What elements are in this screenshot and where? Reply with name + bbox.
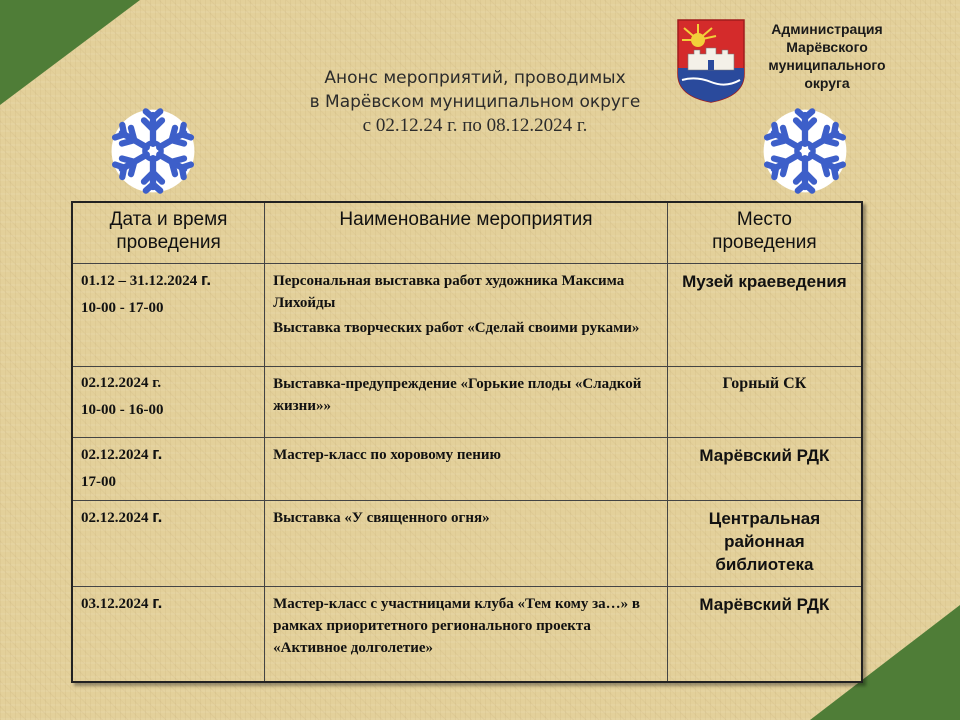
event-date-suffix: г. [152, 443, 163, 463]
title-line-2: в Марёвском муниципальном округе [309, 92, 641, 112]
event-name: Выставка «У священного огня» [273, 509, 490, 526]
column-header-place-line-2: проведения [712, 232, 817, 253]
title-mid: г. по [442, 115, 487, 136]
event-cell [265, 366, 668, 437]
coat-of-arms-icon [676, 18, 746, 104]
event-date-suffix: г. [152, 592, 163, 612]
column-header-place-line-1: Место [736, 209, 792, 230]
title-line-1: Анонс мероприятий, проводимых [324, 68, 626, 88]
event-place: Марёвский РДК [699, 445, 830, 465]
column-header-place [667, 202, 862, 263]
snowflake-icon [760, 106, 850, 196]
event-time: 10-00 - 17-00 [81, 299, 164, 316]
place-cell [667, 437, 862, 500]
event-cell [265, 586, 668, 682]
page-title [240, 66, 710, 138]
event-date-suffix: г. [201, 269, 212, 289]
event-time: 17-00 [81, 473, 116, 490]
events-table [71, 201, 863, 683]
table-row [72, 263, 862, 366]
event-place: Центральная районная библиотека [708, 508, 821, 574]
event-date [81, 593, 256, 614]
table-row [72, 437, 862, 500]
title-date-to: 08.12.2024 [486, 115, 573, 136]
date-cell [72, 500, 265, 586]
column-header-event-line-1: Наименование мероприятия [339, 209, 593, 230]
event-date [81, 270, 256, 291]
date-cell [72, 437, 265, 500]
event-place: Горный СК [722, 374, 807, 392]
event-date [81, 444, 256, 465]
event-time: 10-00 - 16-00 [81, 401, 164, 418]
admin-line-4: округа [804, 75, 850, 91]
title-prefix: с [362, 115, 376, 136]
table-header-row [72, 202, 862, 263]
event-cell [265, 437, 668, 500]
corner-decoration-top-left [0, 0, 140, 105]
title-suffix: г. [572, 115, 588, 136]
event-cell [265, 263, 668, 366]
administration-label [752, 20, 902, 92]
event-date-value: 01.12 – 31.12.2024 [81, 272, 201, 289]
table-row [72, 586, 862, 682]
event-date-value: 02.12.2024 [81, 509, 153, 526]
title-date-from: 02.12.24 [375, 115, 443, 136]
column-header-date [72, 202, 265, 263]
place-cell [667, 366, 862, 437]
admin-line-1: Администрация [771, 21, 883, 37]
event-date-value: 03.12.2024 [81, 595, 153, 612]
event-place: Марёвский РДК [699, 594, 830, 614]
place-cell [667, 263, 862, 366]
event-name: Персональная выставка работ художника Максима Лихойды [273, 272, 625, 311]
event-date-suffix: г. [152, 506, 163, 526]
table-row [72, 500, 862, 586]
event-name: Мастер-класс с участницами клуба «Тем кому за…» в рамках приоритетного регионального проекта «Активное долголетие» [273, 595, 641, 656]
admin-line-3: муниципального [768, 57, 886, 73]
date-cell [72, 586, 265, 682]
column-header-date-line-2: проведения [116, 232, 221, 253]
event-name: Выставка творческих работ «Сделай своими руками» [273, 319, 640, 336]
event-date [81, 373, 256, 393]
admin-line-2: Марёвского [786, 39, 868, 55]
table-row [72, 366, 862, 437]
date-cell [72, 263, 265, 366]
title-line-3 [240, 114, 710, 138]
event-date-value: 02.12.2024 [81, 446, 153, 463]
event-name: Мастер-класс по хоровому пению [273, 446, 501, 463]
column-header-date-line-1: Дата и время [109, 209, 228, 230]
event-date [81, 507, 256, 528]
event-place: Музей краеведения [682, 271, 847, 291]
column-header-event [265, 202, 668, 263]
snowflake-icon [108, 106, 198, 196]
place-cell [667, 500, 862, 586]
place-cell [667, 586, 862, 682]
event-date-value: 02.12.2024 г. [81, 374, 162, 391]
event-cell [265, 500, 668, 586]
event-name: Выставка-предупреждение «Горькие плоды «Сладкой жизни»» [273, 375, 642, 414]
date-cell [72, 366, 265, 437]
